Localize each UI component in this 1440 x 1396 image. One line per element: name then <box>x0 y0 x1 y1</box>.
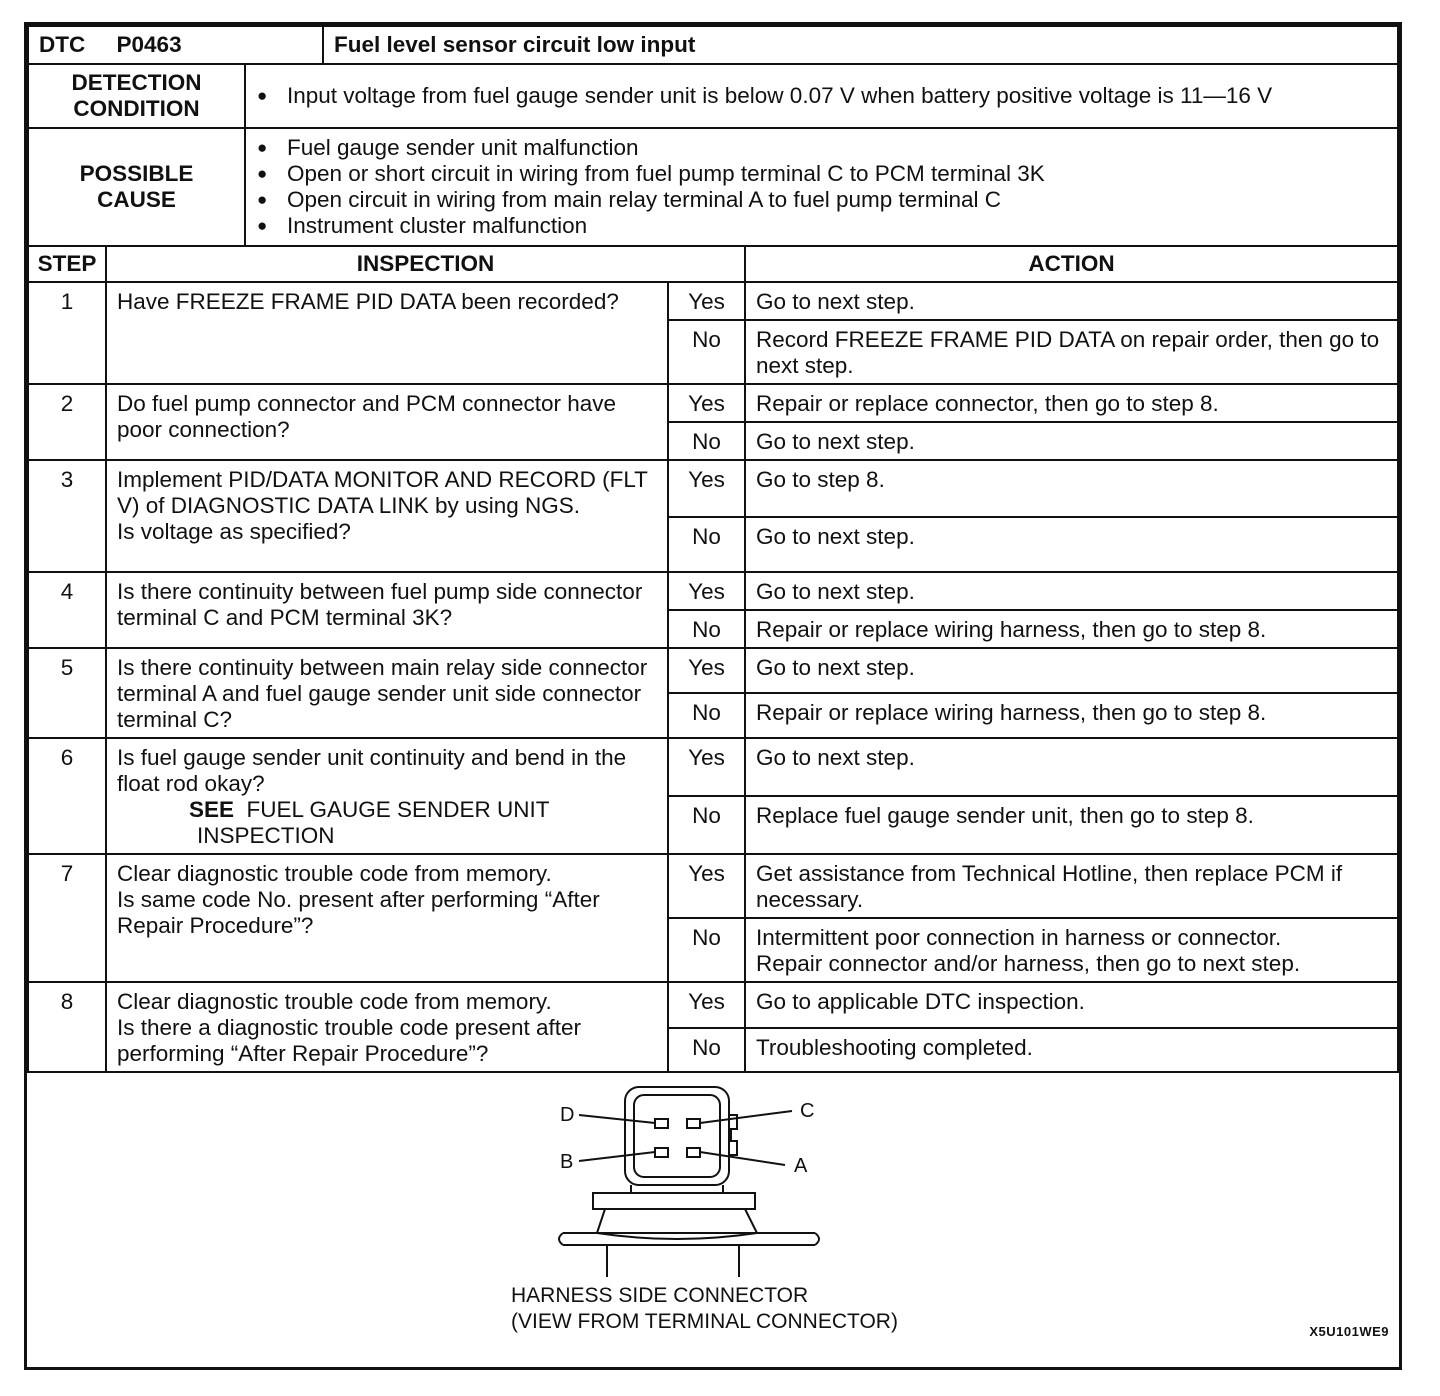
possible-causes <box>245 128 1398 246</box>
dtc-header-table <box>27 25 1399 65</box>
no-action: Repair or replace wiring harness, then go to step 8. <box>745 693 1398 738</box>
step-inspection <box>106 738 668 854</box>
connector-flange <box>593 1193 755 1209</box>
see-reference <box>117 797 659 823</box>
step-inspection-question: Is same code No. present after performing “After Repair Procedure”? <box>117 887 600 938</box>
cause-label <box>28 128 245 246</box>
step-row-7 <box>28 854 1398 918</box>
terminal-c <box>687 1119 700 1128</box>
col-step: STEP <box>28 246 106 282</box>
yes-label: Yes <box>668 384 745 422</box>
label-c: C <box>800 1100 815 1122</box>
no-action: Record FREEZE FRAME PID DATA on repair order, then go to next step. <box>745 320 1398 384</box>
caption-line1: HARNESS SIDE CONNECTOR <box>511 1284 809 1307</box>
step-inspection-text: Clear diagnostic trouble code from memory. <box>117 861 552 886</box>
yes-action: Go to next step. <box>745 282 1398 320</box>
yes-label: Yes <box>668 982 745 1028</box>
connector-latch <box>729 1115 737 1155</box>
dtc-title: Fuel level sensor circuit low input <box>323 26 1398 64</box>
cause-item: ● Instrument cluster malfunction <box>247 213 1396 239</box>
dtc-sheet <box>24 22 1402 1370</box>
terminal-a <box>687 1148 700 1157</box>
no-action: Troubleshooting completed. <box>745 1028 1398 1072</box>
step-number: 4 <box>28 572 106 648</box>
step-row-4 <box>28 572 1398 610</box>
see-prefix: SEE <box>189 797 235 822</box>
no-action: Repair or replace wiring harness, then go to step 8. <box>745 610 1398 648</box>
cause-label-line2: CAUSE <box>97 187 176 212</box>
label-a: A <box>794 1155 808 1177</box>
yes-action: Go to next step. <box>745 648 1398 693</box>
step-row-6 <box>28 738 1398 796</box>
see-target-line1: FUEL GAUGE SENDER UNIT <box>246 797 550 822</box>
step-number: 5 <box>28 648 106 738</box>
yes-action: Go to applicable DTC inspection. <box>745 982 1398 1028</box>
step-row-1 <box>28 282 1398 320</box>
no-label: No <box>668 517 745 572</box>
yes-action: Go to step 8. <box>745 460 1398 517</box>
connector-housing <box>625 1087 729 1185</box>
step-number: 8 <box>28 982 106 1072</box>
step-number: 2 <box>28 384 106 460</box>
steps-table <box>27 245 1399 1073</box>
terminal-b <box>655 1148 668 1157</box>
no-label: No <box>668 796 745 854</box>
yes-label: Yes <box>668 460 745 517</box>
yes-action: Get assistance from Technical Hotline, then replace PCM if necessary. <box>745 854 1398 918</box>
no-label: No <box>668 610 745 648</box>
step-inspection: Is there continuity between main relay side connector terminal A and fuel gauge sender unit side connector terminal C? <box>106 648 668 738</box>
leader-a <box>700 1152 785 1165</box>
yes-action: Go to next step. <box>745 738 1398 796</box>
step-number: 3 <box>28 460 106 572</box>
cause-item: ● Open or short circuit in wiring from fuel pump terminal C to PCM terminal 3K <box>247 161 1396 187</box>
no-action: Go to next step. <box>745 422 1398 460</box>
step-inspection-question: Is there a diagnostic trouble code present after performing “After Repair Procedure”? <box>117 1015 582 1066</box>
see-target-line2: INSPECTION <box>197 823 335 848</box>
step-row-8 <box>28 982 1398 1028</box>
detection-label-line1: DETECTION <box>71 70 202 95</box>
label-d: D <box>560 1104 575 1126</box>
step-inspection <box>106 982 668 1072</box>
col-inspection: INSPECTION <box>106 246 745 282</box>
label-b: B <box>560 1151 574 1173</box>
col-action: ACTION <box>745 246 1398 282</box>
dtc-label: DTC <box>39 32 86 57</box>
step-number: 1 <box>28 282 106 384</box>
dtc-code-cell <box>28 26 323 64</box>
step-number: 6 <box>28 738 106 854</box>
cause-label-line1: POSSIBLE <box>79 161 194 186</box>
leader-d <box>579 1115 655 1123</box>
leader-b <box>579 1152 655 1161</box>
caption-line2: (VIEW FROM TERMINAL CONNECTOR) <box>511 1310 898 1333</box>
yes-action: Repair or replace connector, then go to step 8. <box>745 384 1398 422</box>
detection-label <box>28 64 245 128</box>
cause-item: ● Open circuit in wiring from main relay terminal A to fuel pump terminal C <box>247 187 1396 213</box>
no-label: No <box>668 693 745 738</box>
no-label: No <box>668 918 745 982</box>
yes-label: Yes <box>668 854 745 918</box>
figure-caption <box>511 1283 898 1335</box>
step-inspection <box>106 854 668 982</box>
step-inspection-text: Implement PID/DATA MONITOR AND RECORD (FLT V) of DIAGNOSTIC DATA LINK by using NGS. <box>117 467 648 518</box>
detection-condition <box>245 64 1398 128</box>
step-number: 7 <box>28 854 106 982</box>
step-inspection-question: Is voltage as specified? <box>117 519 351 544</box>
no-label: No <box>668 320 745 384</box>
no-action: Replace fuel gauge sender unit, then go to step 8. <box>745 796 1398 854</box>
detection-cause-table <box>27 63 1399 247</box>
dtc-code: P0463 <box>116 32 182 57</box>
connector-body <box>597 1209 757 1239</box>
figure-code: X5U101WE9 <box>1309 1324 1389 1339</box>
yes-label: Yes <box>668 738 745 796</box>
step-inspection: Is there continuity between fuel pump side connector terminal C and PCM terminal 3K? <box>106 572 668 648</box>
yes-label: Yes <box>668 572 745 610</box>
connector-neck <box>631 1185 723 1193</box>
step-inspection: Do fuel pump connector and PCM connector have poor connection? <box>106 384 668 460</box>
no-action: Go to next step. <box>745 517 1398 572</box>
connector-figure <box>27 1073 1399 1347</box>
detection-label-line2: CONDITION <box>73 96 200 121</box>
step-row-2 <box>28 384 1398 422</box>
no-label: No <box>668 422 745 460</box>
step-row-5 <box>28 648 1398 693</box>
no-label: No <box>668 1028 745 1072</box>
step-inspection <box>106 460 668 572</box>
step-inspection: Have FREEZE FRAME PID DATA been recorded? <box>106 282 668 384</box>
yes-action: Go to next step. <box>745 572 1398 610</box>
yes-label: Yes <box>668 282 745 320</box>
step-row-3 <box>28 460 1398 517</box>
connector-housing-inner <box>634 1095 720 1177</box>
step-inspection-text: Clear diagnostic trouble code from memory. <box>117 989 552 1014</box>
leader-c <box>700 1111 792 1123</box>
detection-item: ● Input voltage from fuel gauge sender unit is below 0.07 V when battery positive voltage is 11—16 V <box>247 83 1396 109</box>
no-action-line2: Repair connector and/or harness, then go to next step. <box>756 951 1301 976</box>
yes-label: Yes <box>668 648 745 693</box>
no-action-line1: Intermittent poor connection in harness or connector. <box>756 925 1282 950</box>
no-action <box>745 918 1398 982</box>
terminal-d <box>655 1119 668 1128</box>
cause-item: ● Fuel gauge sender unit malfunction <box>247 135 1396 161</box>
step-inspection-text: Is fuel gauge sender unit continuity and bend in the float rod okay? <box>117 745 627 796</box>
